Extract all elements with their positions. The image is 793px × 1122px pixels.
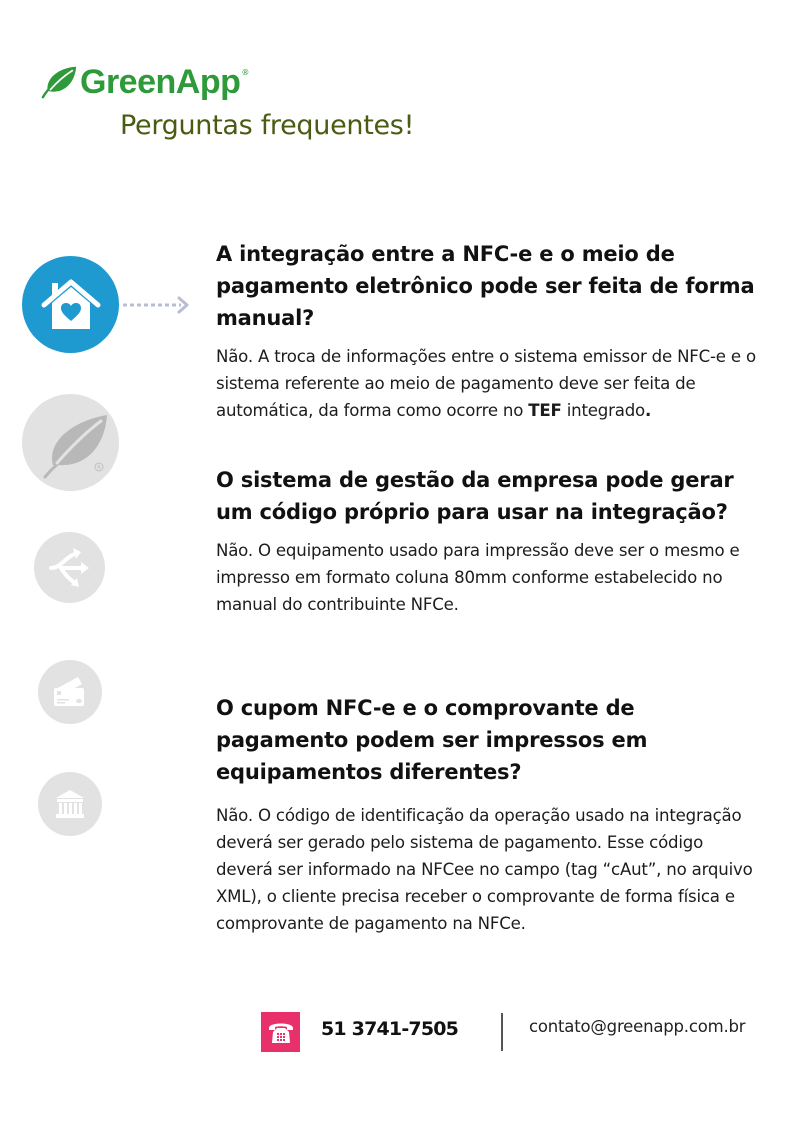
brand-name: GreenApp	[80, 63, 241, 101]
faq-question: O sistema de gestão da empresa pode gerar um código próprio para usar na integração?	[216, 468, 734, 524]
answer-text: Não. A troca de informações entre o sistema emissor de NFC-e e o sistema referente ao meio de pagamento deve ser feita de automática, da forma como ocorre no	[216, 347, 756, 420]
faq-question: A integração entre a NFC-e e o meio de pagamento eletrônico pode ser feita de forma manual?	[216, 242, 755, 330]
footer-divider	[501, 1013, 503, 1051]
leaf-logo-icon	[40, 64, 78, 100]
faq-answer: Não. O código de identificação da operação usado na integração deverá ser gerado pelo sistema de pagamento. Esse código deverá ser informado na NFCee no campo (tag “cAut”, no arquivo XML), o cliente precisa receber o comprovante de forma física e comprovante de pagamento na NFCe.	[216, 806, 753, 933]
credit-cards-icon-button[interactable]	[38, 660, 102, 724]
credit-cards-icon	[50, 674, 90, 710]
bank-icon-button[interactable]	[38, 772, 102, 836]
dotted-arrow-icon	[121, 296, 193, 314]
home-heart-icon	[40, 277, 102, 333]
faq-answer	[216, 343, 761, 424]
split-arrows-icon	[47, 545, 93, 591]
telephone-icon	[267, 1019, 295, 1045]
faq-answer: Não. O equipamento usado para impressão deve ser o mesmo e impresso em formato coluna 80mm conforme estabelecido no manual do contribuinte NFCe.	[216, 541, 740, 614]
answer-bold-term: TEF	[528, 401, 562, 420]
answer-period: .	[644, 401, 652, 420]
page-title: Perguntas frequentes!	[120, 110, 415, 141]
home-heart-icon-button[interactable]	[22, 256, 119, 353]
bank-icon	[53, 787, 87, 821]
contact-footer	[261, 1012, 761, 1052]
phone-number[interactable]: 51 3741-7505	[321, 1018, 459, 1040]
brand-logo	[40, 62, 249, 102]
split-arrows-icon-button[interactable]	[34, 532, 105, 603]
email-link[interactable]: contato@greenapp.com.br	[529, 1017, 746, 1036]
registered-mark: ®	[241, 68, 250, 77]
leaf-icon	[31, 403, 111, 483]
faq-question: O cupom NFC-e e o comprovante de pagamento podem ser impressos em equipamentos diferentes?	[216, 696, 648, 784]
faq-item	[216, 692, 761, 937]
phone-icon-box	[261, 1012, 300, 1052]
faq-item	[216, 238, 761, 424]
faq-item	[216, 464, 761, 618]
leaf-icon-button[interactable]	[22, 394, 119, 491]
svg-text:R: R	[96, 464, 101, 471]
answer-text-end: integrado	[561, 401, 645, 420]
